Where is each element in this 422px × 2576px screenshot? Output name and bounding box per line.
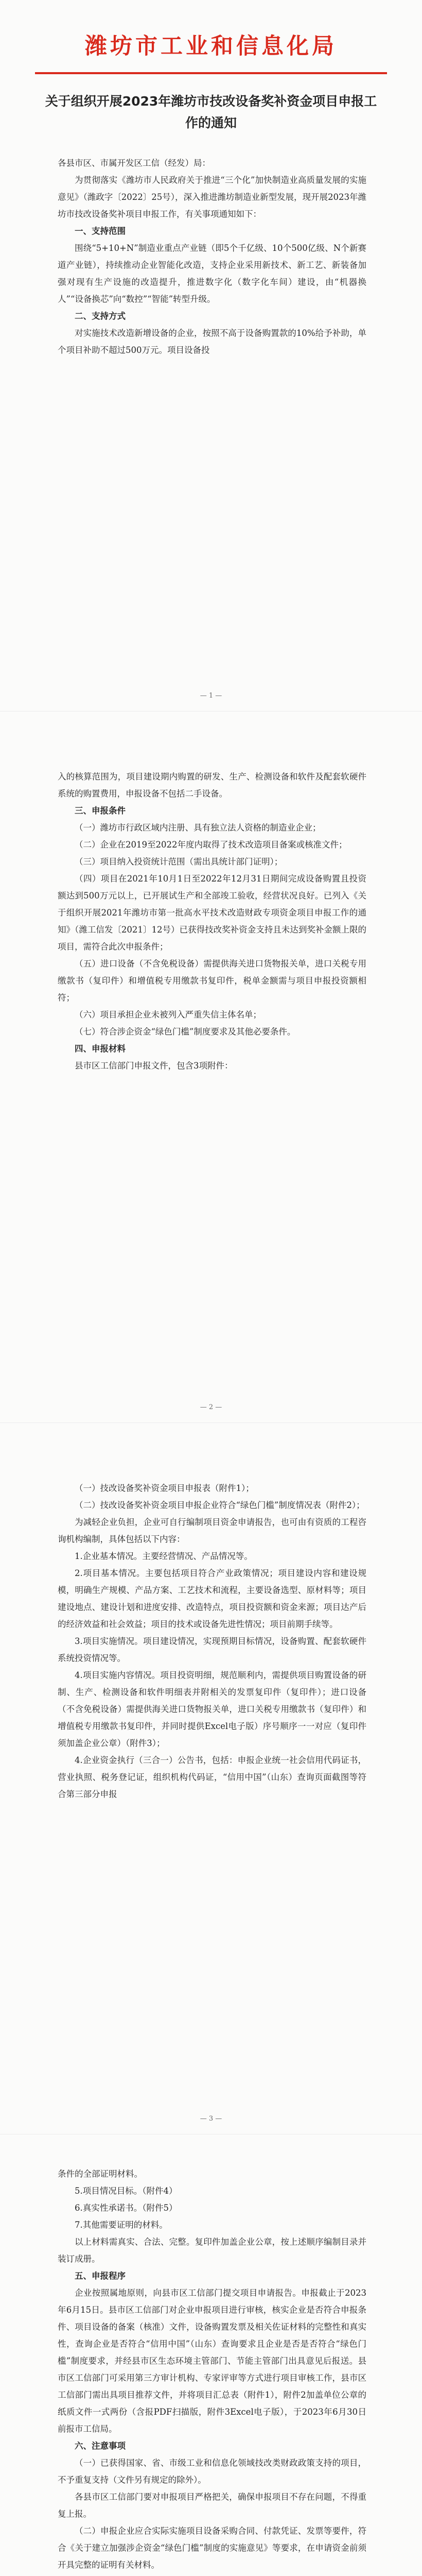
- paragraph: （五）进口设备（不含免税设备）需提供海关进口货物报关单，进口关税专用缴款书（复印件）和增值税专用缴款书复印件，税单金额需与项目申报投资额相符；: [58, 959, 366, 1003]
- paragraph: （一）技改设备奖补资金项目申报表（附件1）；: [75, 1483, 254, 1493]
- section-heading: 二、支持方式: [75, 311, 126, 321]
- paragraph: 县市区工信部门申报文件，包含3项附件：: [75, 1061, 233, 1071]
- paragraph: （四）项目在2021年10月1日至2022年12月31日期间完成设备购置且投资额达到500万元以上，已开展试生产和全部竣工验收，经营状况良好。已列入《关于组织开展2021年潍坊市第一批高水平技术改造财政专项资金项目申报工作的通知》（潍工信发〔2021〕12号）已获得技改奖补资金支持且未达到奖补金额上限的项目，需符合此次申报条件；: [58, 874, 366, 952]
- paragraph: 2.项目基本情况。主要包括项目符合产业政策情况；项目建设内容和建设规模，明确生产规模、产品方案、工艺技术和流程，主要设备选型、原材料等；项目建设地点、建设计划和进度安排、改造特点，项目投资额和资金来源；项目达产后的经济效益和社会效益；项目的技术或设备先进性情况；项目前期手续等。: [58, 1568, 366, 1629]
- section-heading: 四、申报材料: [75, 1044, 126, 1054]
- paragraph: 4.项目实施内容情况。项目投资明细，规范顺利内，需提供项目购置设备的研制、生产、检测设备和软件明细表并附相关的发票复印件（复印件）；进口设备（不含免税设备）需提供海关进口货物报关单，进口关税专用缴款书（复印件）和增值税专用缴款书复印件，并同时提供Excel电子版）序号顺序一一对应（复印件须加盖企业公章）（附件3）；: [58, 1670, 366, 1748]
- paragraph: 4.企业资金执行（三合一）公告书，包括：申报企业统一社会信用代码证书，营业执照、税务登记证，组织机构代码证，“信用中国”（山东）查询页面截图等符合第三部分申报: [58, 1755, 366, 1799]
- paragraph: 7.其他需要证明的材料。: [75, 2220, 168, 2230]
- paragraph: （七）符合涉企资金“绿色门槛”制度要求及其他必要条件。: [75, 1027, 296, 1037]
- paragraph: （一）潍坊市行政区域内注册、具有独立法人资格的制造业企业；: [75, 823, 321, 833]
- paragraph: （六）项目承担企业未被列入严重失信主体名单；: [75, 1010, 261, 1020]
- section-heading: 五、申报程序: [75, 2271, 126, 2281]
- document-page-4: [0, 2134, 422, 2576]
- paragraph: 围绕“5+10+N”制造业重点产业链（即5个千亿级、10个500亿级、N个新赛道产业链），持续推动企业智能化改造，支持企业采用新技术、新工艺、新装备加强对现有生产设施的改造提升，推进数字化（数字化车间）建设，由“机器换人”“设备换芯”向“数控”“智能”转型升级。: [58, 243, 366, 304]
- paragraph: 各县市区工信部门要对申报项目严格把关，确保申报项目不存在问题，不得重复上报。: [58, 2492, 366, 2519]
- letterhead-red-line: [35, 72, 387, 74]
- salutation: 各县市区、市属开发区工信（经发）局：: [58, 158, 210, 168]
- page-4-body: [58, 2165, 366, 2576]
- section-heading: 一、支持范围: [75, 226, 126, 236]
- page-2-body: [58, 768, 366, 1074]
- paragraph: 5.项目情况目标。（附件4）: [75, 2186, 178, 2196]
- document-page-1: [0, 0, 422, 711]
- paragraph: 6.真实性承诺书。（附件5）: [75, 2203, 178, 2213]
- paragraph: 以上材料需真实、合法、完整。复印件加盖企业公章，按上述顺序编制目录并装订成册。: [58, 2237, 366, 2264]
- page-number: — 2 —: [200, 1403, 222, 1411]
- page-1-body: [58, 155, 366, 359]
- page-number: — 1 —: [200, 692, 222, 700]
- document-page-3: [0, 1423, 422, 2134]
- document-title: 关于组织开展2023年潍坊市技改设备奖补资金项目申报工作的通知: [45, 94, 377, 130]
- paragraph: 对实施技术改造新增设备的企业，按照不高于设备购置款的10%给予补助，单个项目补助不超过500万元。项目设备投: [58, 328, 366, 355]
- paragraph: 入的核算范围为，项目建设期内购置的研发、生产、检测设备和软件及配套软硬件系统的购置费用，申报设备不包括二手设备。: [58, 772, 366, 799]
- paragraph: 企业按照属地原则，向县市区工信部门提交项目申请报告。申报截止于2023年6月15日。县市区工信部门对企业申报项目进行审核，核实企业是否符合申报条件、项目设备的备案（核准）文件，设备购置发票及相关佐证材料的完整性和真实性，查询企业是否符合“信用中国”（山东）查询要求且企业是否是否符合“绿色门槛”制度要求，并经县市区生态环境主管部门、节能主管部门出具意见后报送。县市区工信部门可采用第三方审计机构、专家评审等方式进行项目审核工作，县市区工信部门需出具项目推荐文件，并将项目汇总表（附件1），附件2加盖单位公章的纸质文件一式两份（含报PDF扫描版，附件3Excel电子版），于2023年6月30日前报市工信局。: [58, 2288, 366, 2434]
- paragraph: （二）申报企业应合实际实施项目设备采购合同、付款凭证、发票等要件，符合《关于建立加强涉企资金“绿色门槛”制度的实施意见》等要求，在申请资金前须开具完整的证明有关材料。: [58, 2526, 366, 2570]
- section-heading: 六、注意事项: [75, 2441, 126, 2451]
- paragraph: （三）项目纳入投资统计范围（需出具统计部门证明）；: [75, 857, 283, 867]
- letterhead: 潍坊市工业和信息化局: [85, 33, 337, 59]
- paragraph: [58, 2573, 366, 2576]
- page-3-body: [58, 1480, 366, 1803]
- paragraph: （二）企业在2019至2022年度内取得了技术改造项目备案或核准文件；: [75, 840, 347, 850]
- paragraph: 为减轻企业负担，企业可自行编制项目资金申请报告，也可由有资质的工程咨询机构编制，具体包括以下内容：: [58, 1517, 366, 1544]
- document-page-2: [0, 711, 422, 1422]
- paragraph: （二）技改设备奖补资金项目申报企业符合“绿色门槛”制度情况表（附件2）；: [75, 1500, 365, 1510]
- paragraph: 为贯彻落实《潍坊市人民政府关于推进“三个化”加快制造业高质量发展的实施意见》（潍政字〔2022〕25号），深入推进潍坊制造业新型发展，现开展2023年潍坊市技改设备奖补项目申报工作，有关事项通知如下：: [58, 175, 366, 219]
- paragraph: 3.项目实施情况。项目建设情况，实现预期目标情况，设备购置、配套软硬件系统投资情况等。: [58, 1636, 366, 1663]
- page-number: — 3 —: [200, 2115, 222, 2123]
- paragraph: 1.企业基本情况。主要经营情况、产品情况等。: [75, 1551, 253, 1561]
- paragraph: （一）已获得国家、省、市级工业和信息化领域技改类财政政策支持的项目，不予重复支持（文件另有规定的除外）。: [58, 2458, 366, 2485]
- section-heading: 三、申报条件: [75, 806, 126, 816]
- paragraph: 条件的全部证明材料。: [58, 2169, 143, 2179]
